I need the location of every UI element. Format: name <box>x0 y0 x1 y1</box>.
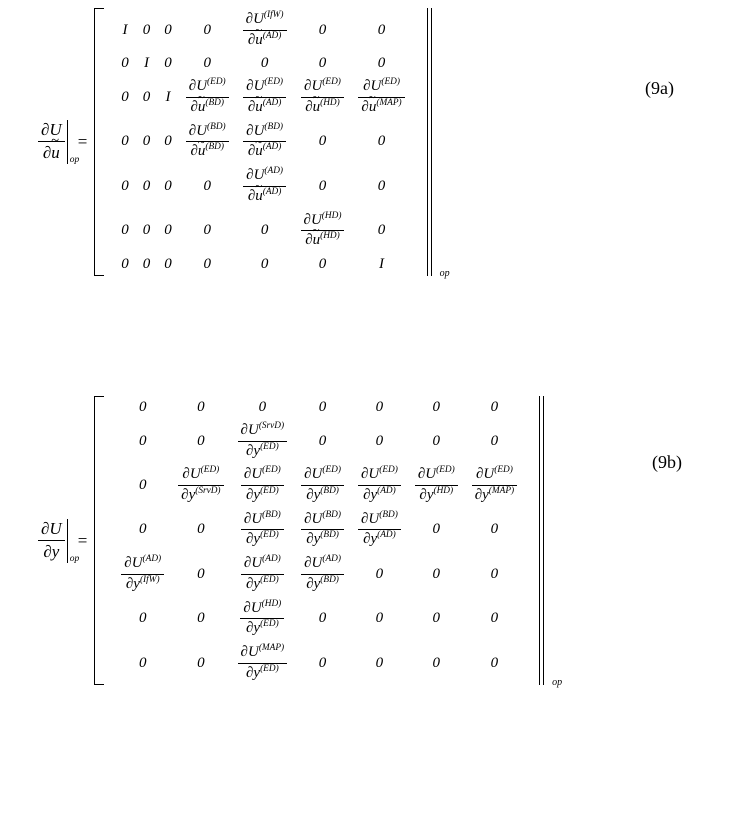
matrix-cell: 0 <box>490 565 499 582</box>
matrix-cell: 0 <box>203 255 211 272</box>
matrix-cell: $\frac{\partial U^{(ED)}}{\partial\sim u^{(BD)}}$ <box>179 75 236 119</box>
partial-U-partial-y-fraction <box>38 519 65 562</box>
matrix-cell: 0 <box>164 55 172 72</box>
matrix-cell: 0 <box>164 255 172 272</box>
matrix-cell: $\frac{\partial U^{(HD)}}{\partial\sim u^{(HD)}}$ <box>294 209 352 253</box>
matrix-cell: 0 <box>318 255 327 272</box>
matrix-row <box>114 419 524 463</box>
matrix-cell: 0 <box>375 654 384 671</box>
matrix-cell: 0 <box>375 432 384 449</box>
matrix-cell: $\frac{\partial U^{(ED)}}{\partial\sim u^{(MAP)}}$ <box>351 75 411 119</box>
matrix-cell: 0 <box>197 521 205 538</box>
matrix-cell: 0 <box>164 177 172 194</box>
matrix-cell: 0 <box>203 55 211 72</box>
matrix-row <box>114 120 411 164</box>
matrix-cell: 0 <box>432 565 441 582</box>
fraction-denominator: ∂y <box>43 542 60 562</box>
matrix-subscript-op: op <box>552 677 563 689</box>
matrix-cell: 0 <box>197 654 205 671</box>
matrix-cell: $\frac{\partial U^{(ED)}}{\partial y^{(MAP)}}$ <box>465 463 524 507</box>
matrix-cell: 0 <box>121 255 129 272</box>
matrix-cell: 0 <box>377 177 386 194</box>
matrix-cell: 0 <box>138 521 147 538</box>
matrix-cell: 0 <box>138 477 147 494</box>
matrix-cell: 0 <box>377 55 386 72</box>
matrix-row <box>114 75 411 119</box>
matrix-cell: 0 <box>138 432 147 449</box>
matrix-cell: 0 <box>432 610 441 627</box>
matrix-cell: 0 <box>318 21 327 38</box>
matrix-cell: 0 <box>375 565 384 582</box>
fraction-denominator: ∂~ u <box>38 142 65 163</box>
matrix-cell: 0 <box>142 21 151 38</box>
matrix-cell: $\frac{\partial U^{(HD)}}{\partial y^{(ED)}}$ <box>231 597 295 641</box>
matrix-9a-table <box>114 8 411 276</box>
matrix-cell: $\frac{\partial U^{(ED)}}{\partial y^{(ED)}}$ <box>231 463 295 507</box>
matrix-cell: 0 <box>432 521 441 538</box>
matrix-cell: 0 <box>432 432 441 449</box>
matrix-cell: 0 <box>260 255 269 272</box>
matrix-cell: I <box>144 55 150 72</box>
equation-9a <box>38 8 450 279</box>
matrix-cell: 0 <box>138 654 147 671</box>
matrix-cell: 0 <box>121 177 129 194</box>
equation-9b <box>38 396 563 689</box>
matrix-row <box>114 463 524 507</box>
equals-sign-9a: = <box>77 131 88 151</box>
matrix-cell: 0 <box>490 610 499 627</box>
matrix-row <box>114 508 524 552</box>
matrix-left-bracket <box>94 8 104 276</box>
matrix-cell: 0 <box>142 222 151 239</box>
matrix-cell: $\frac{\partial U^{(AD)}}{\partial\sim u^{(AD)}}$ <box>236 164 294 208</box>
evaluation-bar <box>67 519 80 565</box>
matrix-cell: $\frac{\partial U^{(BD)}}{\partial\sim u^{(BD)}}$ <box>179 120 236 164</box>
matrix-cell: 0 <box>375 610 384 627</box>
matrix-cell: 0 <box>203 222 211 239</box>
matrix-cell: 0 <box>138 399 147 415</box>
matrix-row <box>114 641 524 685</box>
matrix-cell: 0 <box>260 55 269 72</box>
matrix-cell: 0 <box>318 55 327 72</box>
matrix-cell: 0 <box>377 222 386 239</box>
matrix-left-bracket <box>94 396 104 685</box>
matrix-subscript-op: op <box>439 267 450 279</box>
matrix-cell: 0 <box>121 55 129 72</box>
matrix-cell: 0 <box>164 222 172 239</box>
matrix-cell: 0 <box>138 610 147 627</box>
equation-number-9a: (9a) <box>645 78 674 98</box>
matrix-cell: 0 <box>377 133 386 150</box>
evaluation-subscript-op: op <box>69 554 80 565</box>
matrix-9a <box>94 8 450 279</box>
matrix-cell: $\frac{\partial U^{(IfW)}}{\partial\sim u^{(AD)}}$ <box>236 8 294 52</box>
matrix-cell: 0 <box>490 521 499 538</box>
matrix-cell: $\frac{\partial U^{(MAP)}}{\partial y^{(ED)}}$ <box>231 641 295 685</box>
evaluation-subscript-op: op <box>69 155 80 166</box>
matrix-cell: $\frac{\partial U^{(AD)}}{\partial y^{(IfW)}}$ <box>114 552 171 596</box>
matrix-row <box>114 8 411 52</box>
matrix-cell: 0 <box>260 222 269 239</box>
matrix-cell: 0 <box>121 222 129 239</box>
matrix-cell: $\frac{\partial U^{(BD)}}{\partial y^{(ED)}}$ <box>231 508 295 552</box>
matrix-cell: 0 <box>318 432 327 449</box>
matrix-cell: 0 <box>142 133 151 150</box>
equation-9a-lhs <box>38 120 80 166</box>
matrix-row <box>114 597 524 641</box>
matrix-right-bracket-inner <box>539 396 540 685</box>
matrix-cell: 0 <box>197 610 205 627</box>
matrix-cell: 0 <box>432 654 441 671</box>
matrix-cell: 0 <box>377 21 386 38</box>
equals-sign-9b: = <box>77 530 88 550</box>
matrix-cell: 0 <box>318 654 327 671</box>
matrix-cell: $\frac{\partial U^{(ED)}}{\partial y^{(BD)}}$ <box>294 463 351 507</box>
matrix-cell: 0 <box>164 133 172 150</box>
evaluation-bar <box>67 120 80 166</box>
matrix-cell: I <box>165 89 171 106</box>
matrix-right-bracket-outer <box>543 396 544 685</box>
matrix-cell: 0 <box>318 399 327 415</box>
matrix-cell: $\frac{\partial U^{(ED)}}{\partial y^{(SrvD)}}$ <box>171 463 230 507</box>
matrix-cell: 0 <box>432 399 441 415</box>
partial-U-partial-utilde-fraction <box>38 120 65 163</box>
matrix-cell: 0 <box>318 177 327 194</box>
matrix-cell: 0 <box>375 399 384 415</box>
matrix-cell: 0 <box>258 399 267 415</box>
matrix-cell: $\frac{\partial U^{(AD)}}{\partial y^{(BD)}}$ <box>294 552 351 596</box>
matrix-right-bracket-outer <box>431 8 432 276</box>
matrix-cell: 0 <box>197 565 205 582</box>
matrix-cell: $\frac{\partial U^{(BD)}}{\partial y^{(AD)}}$ <box>351 508 408 552</box>
matrix-cell: 0 <box>197 432 205 449</box>
matrix-cell: $\frac{\partial U^{(AD)}}{\partial y^{(ED)}}$ <box>231 552 295 596</box>
matrix-row <box>114 396 524 419</box>
matrix-cell: 0 <box>197 399 205 415</box>
matrix-row <box>114 253 411 276</box>
matrix-cell: 0 <box>318 610 327 627</box>
matrix-cell: 0 <box>121 133 129 150</box>
matrix-cell: $\frac{\partial U^{(ED)}}{\partial\sim u^{(HD)}}$ <box>294 75 352 119</box>
matrix-row <box>114 52 411 75</box>
matrix-right-bracket-inner <box>427 8 428 276</box>
matrix-cell: $\frac{\partial U^{(BD)}}{\partial\sim u^{(AD)}}$ <box>236 120 294 164</box>
matrix-cell: I <box>379 255 385 272</box>
matrix-cell: I <box>122 21 128 38</box>
matrix-cell: 0 <box>490 654 499 671</box>
fraction-numerator: ∂U <box>38 120 65 142</box>
matrix-cell: 0 <box>203 177 211 194</box>
matrix-cell: $\frac{\partial U^{(BD)}}{\partial y^{(BD)}}$ <box>294 508 351 552</box>
equation-9b-lhs <box>38 519 80 565</box>
matrix-9b <box>94 396 563 689</box>
matrix-cell: 0 <box>164 21 172 38</box>
matrix-cell: $\frac{\partial U^{(ED)}}{\partial y^{(AD)}}$ <box>351 463 408 507</box>
matrix-cell: 0 <box>142 89 151 106</box>
matrix-cell: 0 <box>490 399 499 415</box>
matrix-row <box>114 164 411 208</box>
matrix-cell: $\frac{\partial U^{(ED)}}{\partial\sim u^{(AD)}}$ <box>236 75 294 119</box>
matrix-cell: 0 <box>490 432 499 449</box>
equation-number-9b: (9b) <box>652 452 682 472</box>
matrix-row <box>114 209 411 253</box>
matrix-9b-table <box>114 396 524 685</box>
matrix-cell: 0 <box>142 255 151 272</box>
matrix-cell: $\frac{\partial U^{(ED)}}{\partial y^{(HD)}}$ <box>408 463 465 507</box>
matrix-cell: $\frac{\partial U^{(SrvD)}}{\partial y^{(ED)}}$ <box>231 419 295 463</box>
matrix-row <box>114 552 524 596</box>
fraction-numerator: ∂U <box>38 519 65 541</box>
matrix-cell: 0 <box>318 133 327 150</box>
matrix-cell: 0 <box>121 89 129 106</box>
matrix-cell: 0 <box>142 177 151 194</box>
matrix-cell: 0 <box>203 21 211 38</box>
